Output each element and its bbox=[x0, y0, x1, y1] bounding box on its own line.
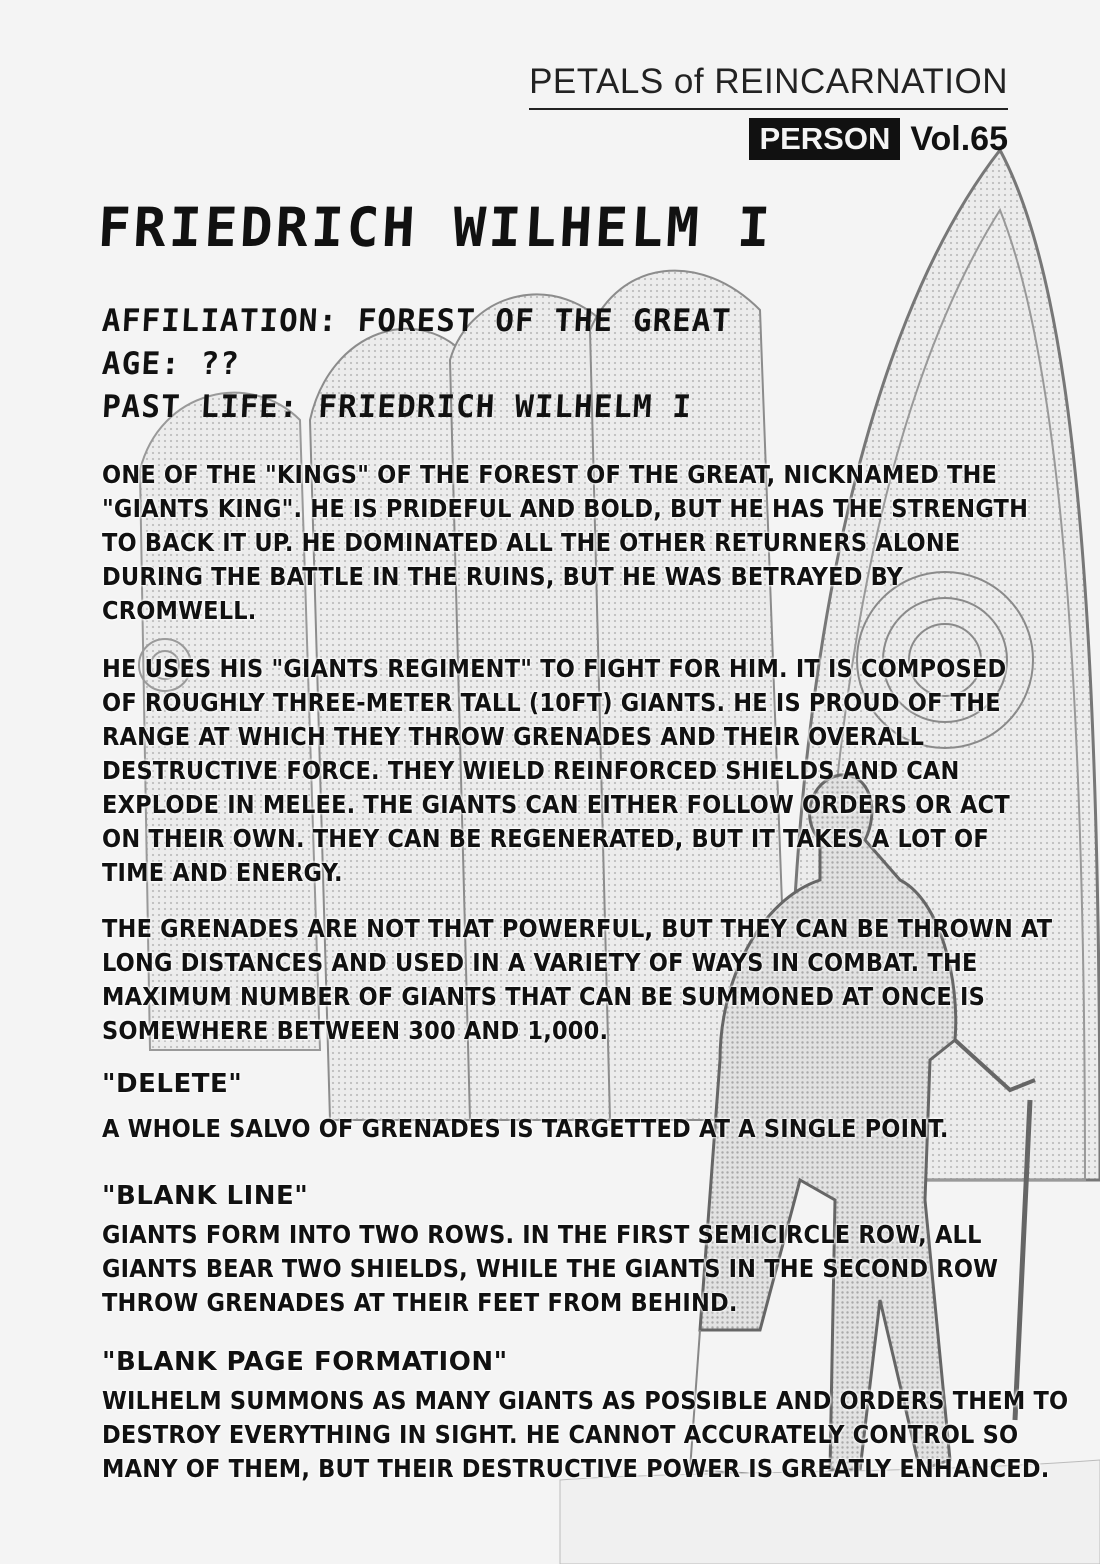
skill-name-delete: "DELETE" bbox=[102, 1069, 243, 1099]
description-paragraph-1 bbox=[102, 458, 1028, 628]
character-name: FRIEDRICH WILHELM I bbox=[96, 196, 775, 259]
skill-description-delete bbox=[102, 1112, 949, 1146]
text-line: DESTRUCTIVE FORCE. THEY WIELD REINFORCED SHIELDS AND CAN bbox=[102, 756, 960, 785]
text-line: SOMEWHERE BETWEEN 300 AND 1,000. bbox=[102, 1016, 609, 1045]
text-line: GIANTS FORM INTO TWO ROWS. IN THE FIRST SEMICIRCLE ROW, ALL bbox=[102, 1220, 982, 1249]
text-line: A WHOLE SALVO OF GRENADES IS TARGETTED AT A SINGLE POINT. bbox=[102, 1114, 949, 1143]
skill-name-blank-page-formation: "BLANK PAGE FORMATION" bbox=[102, 1347, 508, 1377]
text-line: OF ROUGHLY THREE-METER TALL (10FT) GIANTS. HE IS PROUD OF THE bbox=[102, 688, 1001, 717]
header-divider bbox=[529, 108, 1008, 110]
text-line: LONG DISTANCES AND USED IN A VARIETY OF WAYS IN COMBAT. THE bbox=[102, 948, 978, 977]
text-line: TIME AND ENERGY. bbox=[102, 858, 343, 887]
text-line: WILHELM SUMMONS AS MANY GIANTS AS POSSIBLE AND ORDERS THEM TO bbox=[102, 1386, 1069, 1415]
text-line: THROW GRENADES AT THEIR FEET FROM BEHIND. bbox=[102, 1288, 738, 1317]
text-line: HE USES HIS "GIANTS REGIMENT" TO FIGHT FOR HIM. IT IS COMPOSED bbox=[102, 654, 1007, 683]
text-line: GIANTS BEAR TWO SHIELDS, WHILE THE GIANTS IN THE SECOND ROW bbox=[102, 1254, 999, 1283]
text-line: DURING THE BATTLE IN THE RUINS, BUT HE WAS BETRAYED BY bbox=[102, 562, 904, 591]
description-paragraph-2 bbox=[102, 652, 1010, 890]
volume-row bbox=[529, 118, 1008, 160]
affiliation-line: AFFILIATION: FOREST OF THE GREAT bbox=[101, 303, 733, 339]
text-line: MANY OF THEM, BUT THEIR DESTRUCTIVE POWER IS GREATLY ENHANCED. bbox=[102, 1454, 1050, 1483]
text-line: "GIANTS KING". HE IS PRIDEFUL AND BOLD, BUT HE HAS THE STRENGTH bbox=[102, 494, 1029, 523]
skill-description-blank-line bbox=[102, 1218, 998, 1320]
skill-name-blank-line: "BLANK LINE" bbox=[102, 1181, 309, 1211]
age-line: AGE: ?? bbox=[101, 346, 241, 382]
text-line: THE GRENADES ARE NOT THAT POWERFUL, BUT THEY CAN BE THROWN AT bbox=[102, 914, 1053, 943]
text-line: TO BACK IT UP. HE DOMINATED ALL THE OTHER RETURNERS ALONE bbox=[102, 528, 961, 557]
series-header bbox=[529, 62, 1008, 160]
text-line: ON THEIR OWN. THEY CAN BE REGENERATED, BUT IT TAKES A LOT OF bbox=[102, 824, 989, 853]
volume-number: Vol.65 bbox=[910, 120, 1008, 158]
text-line: DESTROY EVERYTHING IN SIGHT. HE CANNOT ACCURATELY CONTROL SO bbox=[102, 1420, 1019, 1449]
text-line: CROMWELL. bbox=[102, 596, 257, 625]
series-title: PETALS of REINCARNATION bbox=[529, 62, 1008, 101]
text-line: ONE OF THE "KINGS" OF THE FOREST OF THE GREAT, NICKNAMED THE bbox=[102, 460, 998, 489]
text-line: MAXIMUM NUMBER OF GIANTS THAT CAN BE SUMMONED AT ONCE IS bbox=[102, 982, 985, 1011]
text-line: EXPLODE IN MELEE. THE GIANTS CAN EITHER FOLLOW ORDERS OR ACT bbox=[102, 790, 1010, 819]
past-life-line: PAST LIFE: FRIEDRICH WILHELM I bbox=[101, 389, 693, 425]
skill-description-blank-page-formation bbox=[102, 1384, 1068, 1486]
description-paragraph-3 bbox=[102, 912, 1052, 1048]
character-info bbox=[102, 300, 731, 429]
text-line: RANGE AT WHICH THEY THROW GRENADES AND THEIR OVERALL bbox=[102, 722, 925, 751]
person-tag: PERSON bbox=[749, 118, 900, 160]
